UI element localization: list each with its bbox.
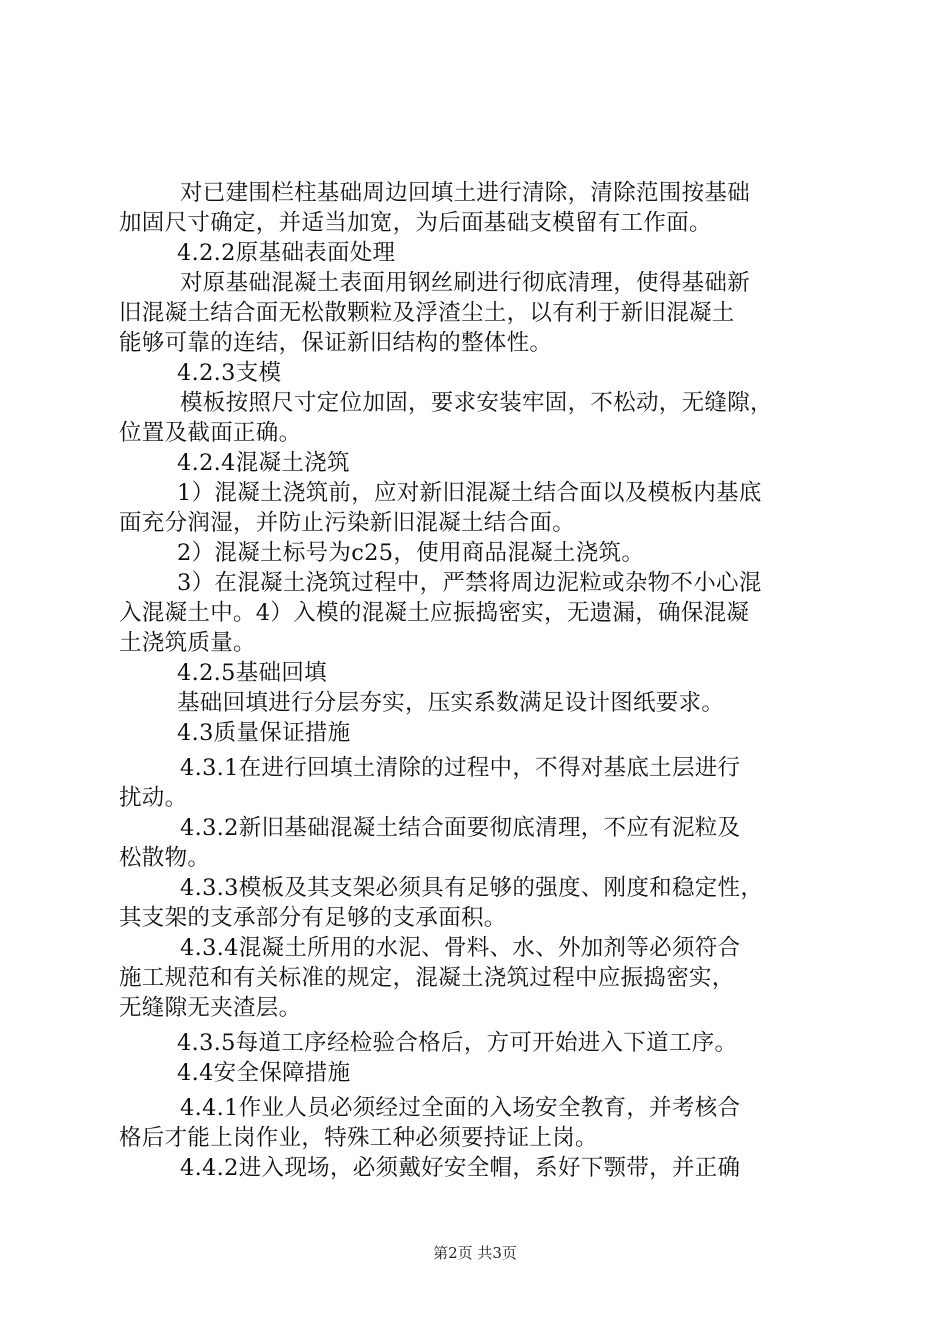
section-heading: 4.2.2原基础表面处理 xyxy=(177,240,396,266)
body-text-line: 扰动。 xyxy=(119,785,188,811)
body-text-line: 4.4.2进入现场，必须戴好安全帽，系好下颚带，并正确 xyxy=(180,1155,741,1181)
body-text-line: 入混凝土中。4）入模的混凝土应振捣密实，无遗漏，确保混凝 xyxy=(119,600,750,626)
body-text-line: 加固尺寸确定，并适当加宽，为后面基础支模留有工作面。 xyxy=(119,210,712,236)
body-text-line: 施工规范和有关标准的规定，混凝土浇筑过程中应振捣密实， xyxy=(119,965,735,991)
body-text-line: 对已建围栏柱基础周边回填土进行清除，清除范围按基础 xyxy=(180,180,751,206)
body-text-line: 4.3.4混凝土所用的水泥、骨料、水、外加剂等必须符合 xyxy=(180,935,741,961)
body-text-line: 4.4.1作业人员必须经过全面的入场安全教育，并考核合 xyxy=(180,1095,741,1121)
section-heading: 4.2.5基础回填 xyxy=(177,660,327,686)
body-text-line: 1）混凝土浇筑前，应对新旧混凝土结合面以及模板内基底 xyxy=(177,480,762,506)
body-text-line: 面充分润湿，并防止污染新旧混凝土结合面。 xyxy=(119,510,576,536)
body-text-line: 土浇筑质量。 xyxy=(119,630,256,656)
body-text-line: 模板按照尺寸定位加固，要求安装牢固，不松动，无缝隙， xyxy=(180,390,773,416)
body-text-line: 格后才能上岗作业，特殊工种必须要持证上岗。 xyxy=(119,1125,598,1151)
body-text-line: 松散物。 xyxy=(119,845,211,871)
body-text-line: 4.3.3模板及其支架必须具有足够的强度、刚度和稳定性， xyxy=(180,875,764,901)
section-heading: 4.4安全保障措施 xyxy=(177,1060,351,1086)
body-text-line: 2）混凝土标号为c25，使用商品混凝土浇筑。 xyxy=(177,540,645,566)
section-heading: 4.3质量保证措施 xyxy=(177,720,351,746)
body-text-line: 4.3.5每道工序经检验合格后，方可开始进入下道工序。 xyxy=(177,1030,738,1056)
body-text-line: 4.3.1在进行回填土清除的过程中，不得对基底土层进行 xyxy=(180,755,741,781)
page-footer: 第2页 共3页 xyxy=(433,1244,517,1262)
section-heading: 4.2.3支模 xyxy=(177,360,282,386)
section-heading: 4.2.4混凝土浇筑 xyxy=(177,450,350,476)
body-text-line: 无缝隙无夹渣层。 xyxy=(119,995,302,1021)
body-text-line: 3）在混凝土浇筑过程中，严禁将周边泥粒或杂物不小心混 xyxy=(177,570,762,596)
body-text-line: 能够可靠的连结，保证新旧结构的整体性。 xyxy=(119,330,553,356)
body-text-line: 其支架的支承部分有足够的支承面积。 xyxy=(119,905,507,931)
body-text-line: 旧混凝土结合面无松散颗粒及浮渣尘土，以有利于新旧混凝土 xyxy=(119,300,735,326)
body-text-line: 位置及截面正确。 xyxy=(119,420,302,446)
body-text-line: 对原基础混凝土表面用钢丝刷进行彻底清理，使得基础新 xyxy=(180,270,751,296)
body-text-line: 基础回填进行分层夯实，压实系数满足设计图纸要求。 xyxy=(177,690,725,716)
body-text-line: 4.3.2新旧基础混凝土结合面要彻底清理，不应有泥粒及 xyxy=(180,815,741,841)
